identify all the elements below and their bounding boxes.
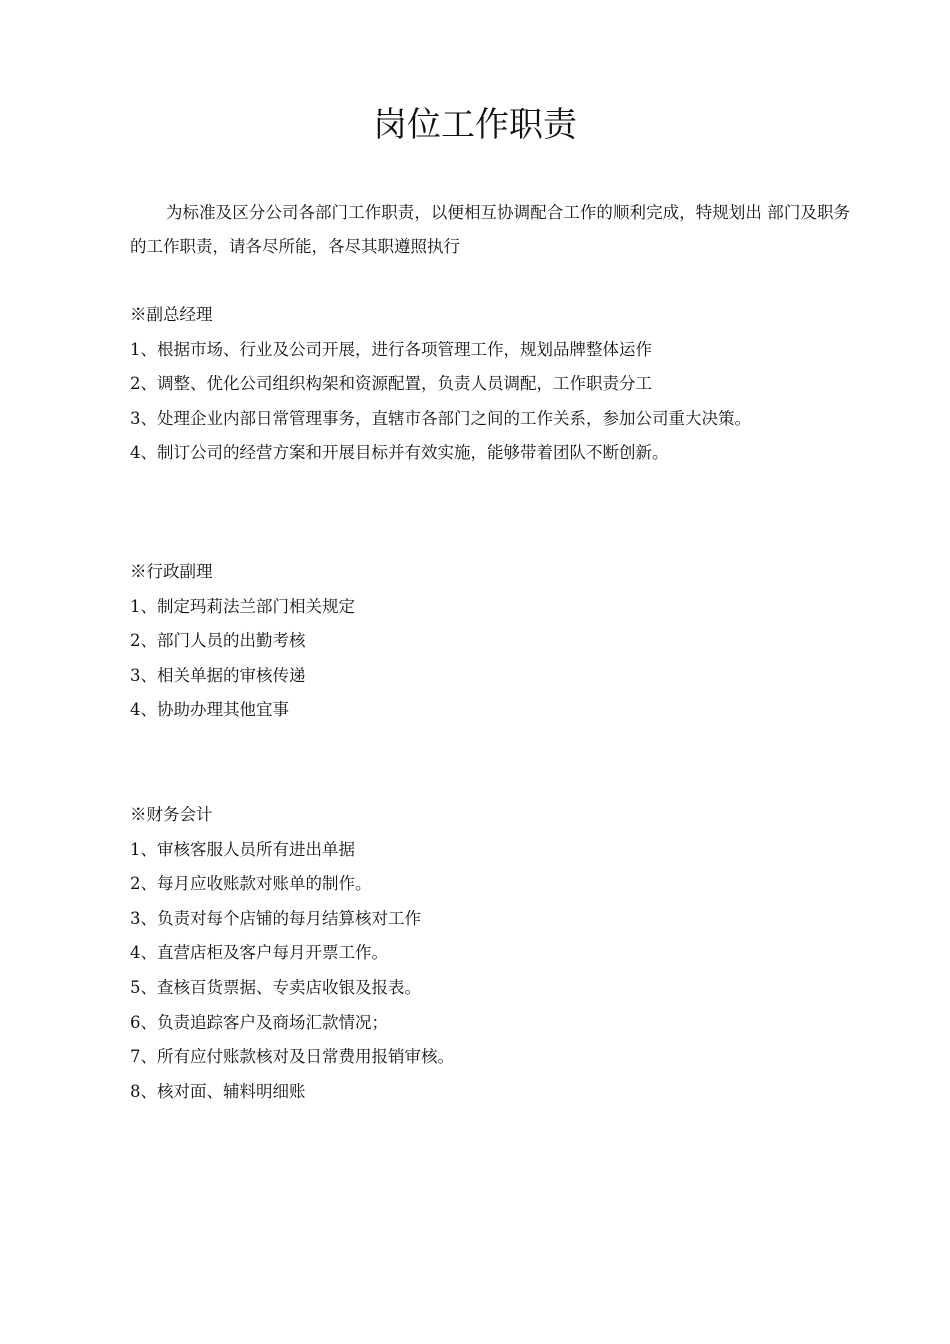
section-title: ※副总经理 bbox=[130, 305, 213, 324]
duty-item: 3、负责对每个店铺的每月结算核对工作 bbox=[130, 908, 421, 928]
section-admin-deputy bbox=[130, 555, 850, 728]
duty-item: 3、处理企业内部日常管理事务，直辖市各部门之间的工作关系，参加公司重大决策。 bbox=[130, 408, 751, 428]
duty-item: 4、直营店柜及客户每月开票工作。 bbox=[130, 943, 388, 963]
page-title: 岗位工作职责 bbox=[373, 105, 577, 145]
duty-item: 3、相关单据的审核传递 bbox=[130, 665, 306, 685]
duty-item: 2、调整、优化公司组织构架和资源配置，负责人员调配，工作职责分工 bbox=[130, 374, 652, 394]
section-finance-accountant bbox=[130, 798, 850, 1109]
section-vice-general-manager bbox=[130, 298, 850, 471]
duty-item: 1、制定玛莉法兰部门相关规定 bbox=[130, 596, 355, 616]
section-title: ※财务会计 bbox=[130, 805, 213, 824]
duty-item: 1、审核客服人员所有进出单据 bbox=[130, 839, 355, 859]
duty-item: 5、查核百货票据、专卖店收银及报表。 bbox=[130, 977, 421, 997]
intro-paragraph: 为标准及区分公司各部门工作职责，以便相互协调配合工作的顺利完成，特规划出 部门及职务的工作职责，请各尽所能，各尽其职遵照执行 bbox=[130, 203, 850, 256]
duty-item: 1、根据市场、行业及公司开展，进行各项管理工作，规划品牌整体运作 bbox=[130, 339, 652, 359]
duty-item: 4、制订公司的经营方案和开展目标并有效实施，能够带着团队不断创新。 bbox=[130, 443, 669, 463]
duty-item: 7、所有应付账款核对及日常费用报销审核。 bbox=[130, 1047, 454, 1067]
duty-item: 8、核对面、辅料明细账 bbox=[130, 1081, 306, 1101]
section-title: ※行政副理 bbox=[130, 562, 213, 581]
duty-item: 2、每月应收账款对账单的制作。 bbox=[130, 874, 372, 894]
duty-item: 2、部门人员的出勤考核 bbox=[130, 631, 306, 651]
duty-item: 6、负责追踪客户及商场汇款情况； bbox=[130, 1012, 388, 1032]
duty-item: 4、协助办理其他宜事 bbox=[130, 700, 289, 720]
